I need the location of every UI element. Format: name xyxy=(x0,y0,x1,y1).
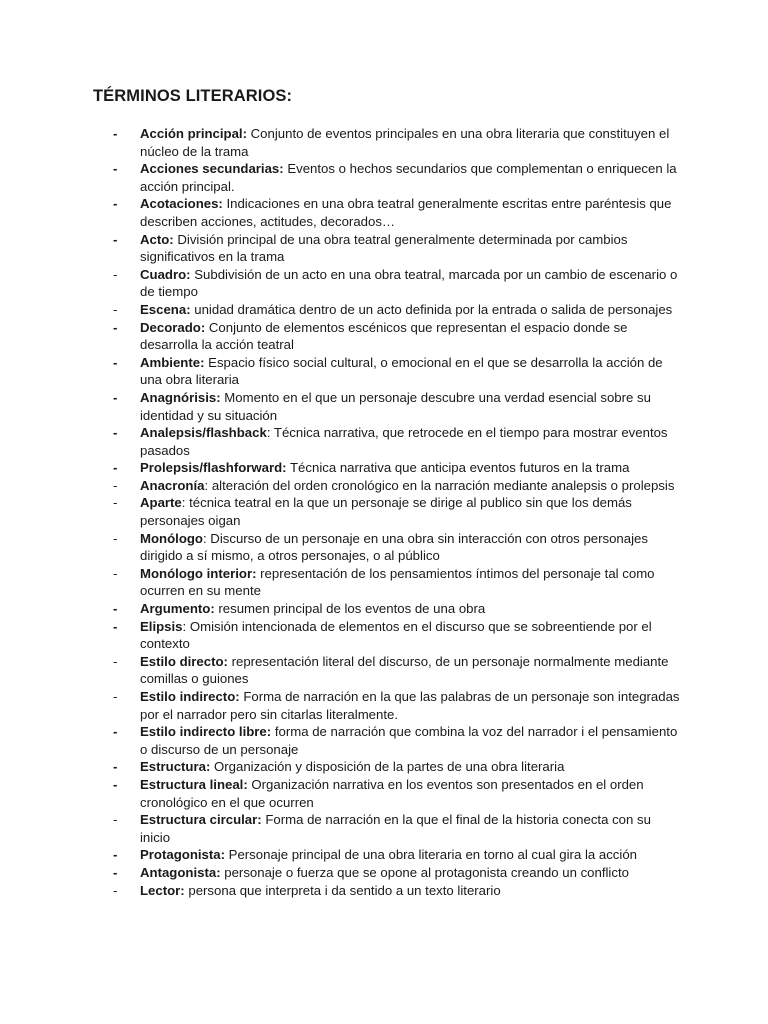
term-definition: Indicaciones en una obra teatral generalmente escritas entre paréntesis que describen acciones, actitudes, decorados… xyxy=(140,196,672,229)
term-name: Acto: xyxy=(140,231,174,247)
bullet-dash: - xyxy=(113,689,118,704)
list-item xyxy=(113,882,683,900)
bullet-dash: - xyxy=(113,301,118,317)
term-name: Protagonista: xyxy=(140,847,225,863)
list-item xyxy=(113,618,683,653)
bullet-dash: - xyxy=(113,776,118,792)
bullet-dash: - xyxy=(113,126,118,141)
list-item xyxy=(113,354,683,389)
term-name: Decorado: xyxy=(140,319,206,335)
bullet-dash: - xyxy=(113,460,118,476)
bullet-dash: - xyxy=(113,653,118,669)
term-definition: forma de narración que combina la voz del narrador i el pensamiento o discurso de un personaje xyxy=(140,724,678,757)
bullet-dash: - xyxy=(113,530,118,546)
term-name: Anagnórisis: xyxy=(140,389,221,405)
term-definition: Forma de narración en la que el final de la historia conecta con su inicio xyxy=(140,812,651,845)
bullet-dash: - xyxy=(113,882,118,898)
bullet-dash: - xyxy=(113,389,118,405)
list-item xyxy=(113,477,683,495)
list-item xyxy=(113,688,683,723)
term-definition: Eventos o hechos secundarios que complementan o enriquecen la acción principal. xyxy=(140,161,677,194)
list-item xyxy=(113,723,683,758)
term-definition: Organización narrativa en los eventos son presentados en el orden cronológico en el que ocurren xyxy=(140,776,644,810)
term-definition: personaje o fuerza que se opone al protagonista creando un conflicto xyxy=(220,864,629,880)
term-definition: División principal de una obra teatral generalmente determinada por cambios significativos en la trama xyxy=(140,231,628,265)
list-item xyxy=(113,424,683,459)
bullet-dash: - xyxy=(113,759,118,775)
term-definition: : técnica teatral en la que un personaje se dirige al publico sin que los demás personajes oigan xyxy=(140,495,632,529)
term-name: Acciones secundarias: xyxy=(140,161,284,177)
bullet-dash: - xyxy=(113,354,118,370)
term-definition: representación literal del discurso, de un personaje normalmente mediante comillas o guiones xyxy=(140,653,669,687)
term-definition: Técnica narrativa que anticipa eventos futuros en la trama xyxy=(286,460,630,476)
term-name: Estilo indirecto libre: xyxy=(140,724,272,740)
list-item xyxy=(113,266,683,301)
bullet-dash: - xyxy=(113,231,118,247)
term-definition: : alteración del orden cronológico en la narración mediante analepsis o prolepsis xyxy=(204,477,675,493)
term-definition: Personaje principal de una obra literaria en torno al cual gira la acción xyxy=(225,847,637,863)
term-definition: resumen principal de los eventos de una obra xyxy=(214,601,486,617)
list-item xyxy=(113,811,683,846)
bullet-dash: - xyxy=(113,196,118,212)
list-item xyxy=(113,231,683,266)
list-item xyxy=(113,319,683,354)
term-name: Acotaciones: xyxy=(140,196,223,212)
term-name: Estilo directo: xyxy=(140,653,228,669)
list-item xyxy=(113,494,683,529)
term-definition: Subdivisión de un acto en una obra teatral, marcada por un cambio de escenario o de tiempo xyxy=(140,266,678,300)
term-definition: : Técnica narrativa, que retrocede en el tiempo para mostrar eventos pasados xyxy=(140,425,668,458)
bullet-dash: - xyxy=(113,495,118,511)
terms-list xyxy=(113,125,683,899)
term-name: Acción principal: xyxy=(140,126,247,141)
list-item xyxy=(113,195,683,230)
bullet-dash: - xyxy=(113,847,118,863)
list-item xyxy=(113,864,683,882)
list-item xyxy=(113,600,683,618)
term-name: Prolepsis/flashforward: xyxy=(140,460,287,476)
term-name: Antagonista: xyxy=(140,864,221,880)
list-item xyxy=(113,530,683,565)
bullet-dash: - xyxy=(113,161,118,177)
list-item xyxy=(113,846,683,864)
list-item xyxy=(113,776,683,811)
list-item xyxy=(113,160,683,195)
term-definition: Organización y disposición de la partes de una obra literaria xyxy=(210,759,565,775)
term-name: Cuadro: xyxy=(140,266,191,282)
bullet-dash: - xyxy=(113,601,118,617)
term-definition: Momento en el que un personaje descubre una verdad esencial sobre su identidad y su situación xyxy=(140,389,651,423)
term-definition: persona que interpreta i da sentido a un texto literario xyxy=(184,882,501,898)
term-name: Escena: xyxy=(140,301,191,317)
bullet-dash: - xyxy=(113,425,118,441)
bullet-dash: - xyxy=(113,724,118,740)
term-definition: : Omisión intencionada de elementos en el discurso que se sobreentiende por el contexto xyxy=(140,618,652,652)
term-name: Aparte xyxy=(140,495,182,511)
term-name: Analepsis/flashback xyxy=(140,425,267,441)
bullet-dash: - xyxy=(113,319,118,335)
term-name: Estructura: xyxy=(140,759,211,775)
page-title: TÉRMINOS LITERARIOS: xyxy=(93,87,293,105)
term-name: Monólogo interior: xyxy=(140,565,257,581)
term-name: Estructura circular: xyxy=(140,812,262,828)
bullet-dash: - xyxy=(113,565,118,581)
bullet-dash: - xyxy=(113,477,118,493)
list-item xyxy=(113,653,683,688)
term-name: Lector: xyxy=(140,882,185,898)
bullet-dash: - xyxy=(113,266,118,282)
term-name: Ambiente: xyxy=(140,354,205,370)
term-definition: : Discurso de un personaje en una obra sin interacción con otros personajes dirigido a sí mismo, a otros personajes, o al público xyxy=(140,530,648,564)
bullet-dash: - xyxy=(113,618,118,634)
term-definition: Espacio físico social cultural, o emocional en el que se desarrolla la acción de una obra literaria xyxy=(140,354,663,388)
term-name: Anacronía xyxy=(140,477,205,493)
list-item xyxy=(113,758,683,776)
term-name: Argumento: xyxy=(140,601,215,617)
bullet-dash: - xyxy=(113,864,118,880)
term-definition: unidad dramática dentro de un acto definida por la entrada o salida de personajes xyxy=(190,301,673,317)
term-definition: Conjunto de eventos principales en una obra literaria que constituyen el núcleo de la trama xyxy=(140,126,670,159)
bullet-dash: - xyxy=(113,812,118,828)
list-item xyxy=(113,459,683,477)
term-name: Estructura lineal: xyxy=(140,776,248,792)
term-definition: Forma de narración en la que las palabras de un personaje son integradas por el narrador pero sin citarlas literalmente. xyxy=(140,689,680,722)
list-item xyxy=(113,301,683,319)
list-item xyxy=(113,389,683,424)
term-definition: representación de los pensamientos íntimos del personaje tal como ocurren en su mente xyxy=(140,565,655,599)
list-item xyxy=(113,125,683,160)
term-name: Monólogo xyxy=(140,530,203,546)
term-definition: Conjunto de elementos escénicos que representan el espacio donde se desarrolla la acción teatral xyxy=(140,319,628,353)
term-name: Estilo indirecto: xyxy=(140,689,240,704)
term-name: Elipsis xyxy=(140,618,183,634)
list-item xyxy=(113,565,683,600)
